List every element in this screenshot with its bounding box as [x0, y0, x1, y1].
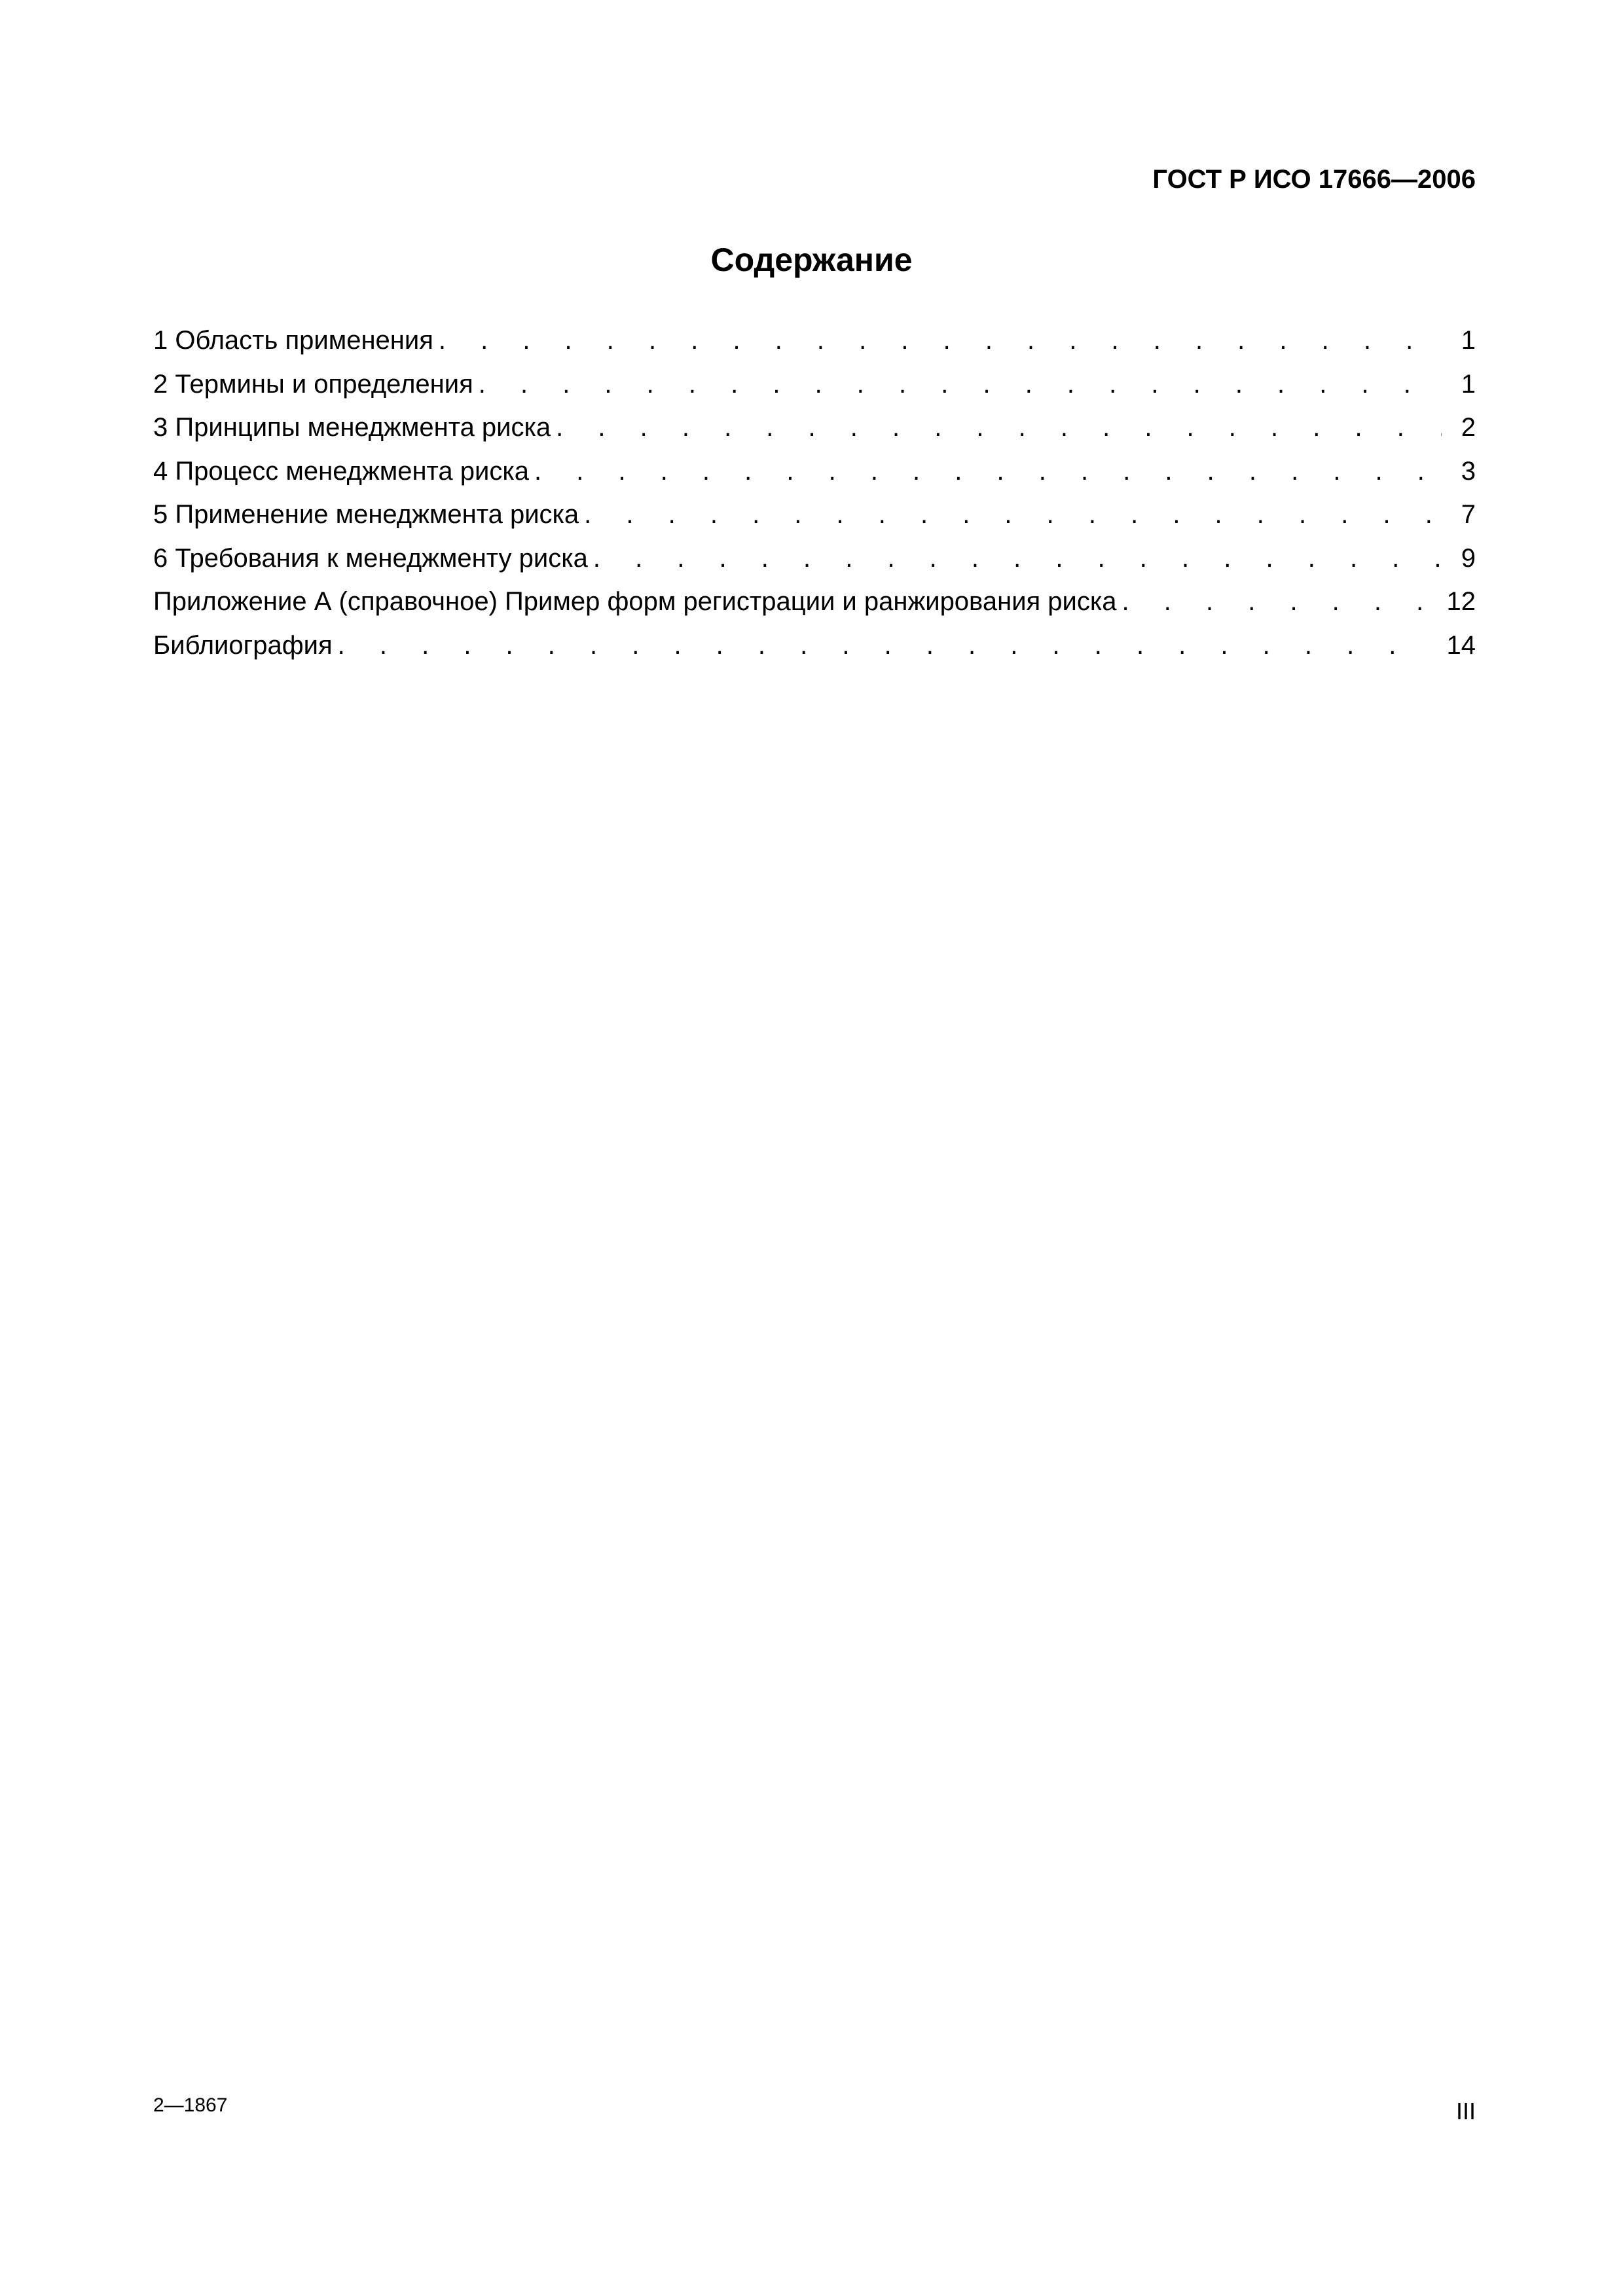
toc-entry[interactable]	[153, 455, 1476, 499]
toc-entry-page: 1	[1461, 369, 1476, 399]
toc-entry-title: Библиография	[153, 630, 333, 660]
toc-entry-title: Приложение А (справочное) Пример форм регистрации и ранжирования риска	[153, 587, 1117, 616]
toc-dot-leader	[556, 411, 1442, 444]
toc-dot-leader	[439, 324, 1442, 357]
toc-dot-leader	[1122, 585, 1432, 618]
toc-dot-leader	[584, 498, 1442, 531]
toc-entry[interactable]	[153, 542, 1476, 586]
toc-entry-page: 7	[1461, 500, 1476, 529]
toc-entry[interactable]	[153, 629, 1476, 673]
toc-entry-title: 1 Область применения	[153, 326, 433, 355]
toc-dot-leader	[534, 455, 1442, 488]
table-of-contents	[153, 324, 1476, 672]
toc-entry-title: 4 Процесс менеджмента риска	[153, 456, 530, 486]
sheet-code: 2—1867	[153, 2094, 228, 2116]
toc-dot-leader	[593, 542, 1442, 575]
document-code: ГОСТ Р ИСО 17666—2006	[1152, 165, 1476, 194]
toc-entry-page: 1	[1461, 326, 1476, 355]
toc-dot-leader	[479, 368, 1442, 401]
toc-entry-title: 6 Требования к менеджменту риска	[153, 543, 588, 573]
toc-entry[interactable]	[153, 324, 1476, 368]
page-number: III	[1455, 2098, 1476, 2125]
toc-entry-page: 9	[1461, 543, 1476, 573]
page-title: Содержание	[710, 242, 913, 278]
toc-entry-title: 3 Принципы менеджмента риска	[153, 413, 551, 442]
toc-entry-title: 5 Применение менеджмента риска	[153, 500, 579, 529]
toc-entry-page: 2	[1461, 413, 1476, 442]
toc-entry-page: 12	[1446, 587, 1476, 616]
toc-entry-page: 14	[1446, 630, 1476, 660]
toc-entry[interactable]	[153, 368, 1476, 412]
toc-entry-title: 2 Термины и определения	[153, 369, 473, 399]
toc-entry[interactable]	[153, 411, 1476, 455]
toc-dot-leader	[338, 629, 1432, 662]
toc-entry[interactable]	[153, 585, 1476, 629]
toc-entry[interactable]	[153, 498, 1476, 542]
toc-entry-page: 3	[1461, 456, 1476, 486]
